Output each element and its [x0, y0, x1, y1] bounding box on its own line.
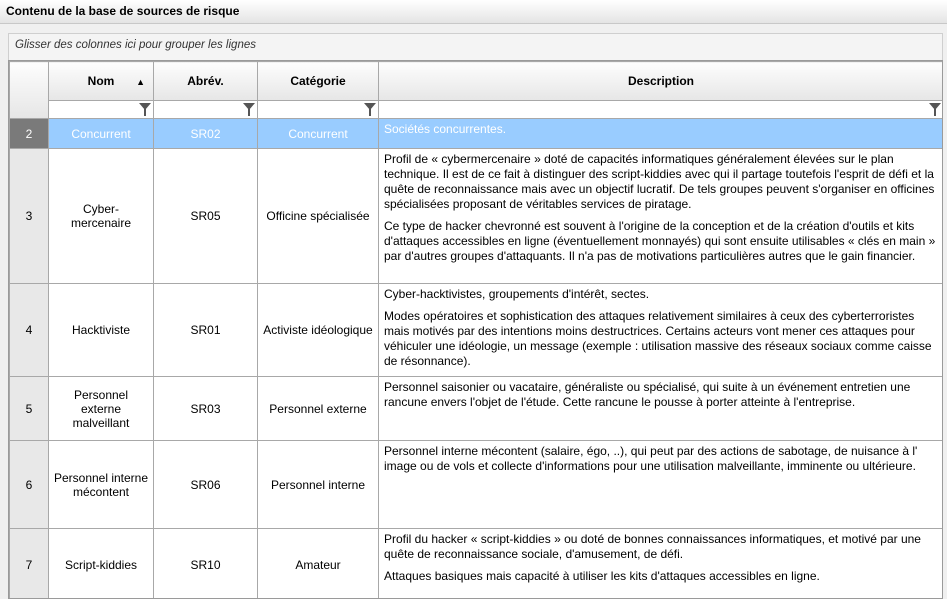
row-number[interactable]: 3	[10, 149, 49, 284]
cell-abrev[interactable]: SR06	[154, 441, 258, 529]
table-row[interactable]	[10, 149, 944, 284]
cell-categorie[interactable]: Activiste idéologique	[258, 284, 379, 377]
row-number[interactable]: 6	[10, 441, 49, 529]
filter-cell-nom[interactable]	[49, 101, 154, 119]
row-number[interactable]: 5	[10, 377, 49, 441]
description-text: Profil de « cybermercenaire » doté de capacités informatiques généralement élevées sur le plan technique. Il est de ce fait à distinguer des script-kiddies avec qui il partage toutefois l'esprit de défi et la quête de reconnaissance mais avec un objectif lucratif. De tels groupes peuvent s'organiser en officines spécialisées proposant de véritables services de piratage.	[384, 152, 935, 211]
cell-abrev[interactable]: SR10	[154, 529, 258, 599]
cell-description[interactable]	[379, 119, 944, 149]
cell-nom[interactable]: Hacktiviste	[49, 284, 154, 377]
table-row[interactable]	[10, 119, 944, 149]
description-text: Cyber-hacktivistes, groupements d'intérêt, sectes.	[384, 287, 650, 301]
column-header-description[interactable]	[379, 62, 944, 101]
filter-cell-description[interactable]	[379, 101, 944, 119]
cell-categorie[interactable]: Amateur	[258, 529, 379, 599]
cell-nom[interactable]: Script-kiddies	[49, 529, 154, 599]
description-text: Personnel interne mécontent (salaire, égo, ..), qui peut par des actions de sabotage, de nuisance à l' image ou de vols et collecte d'informations pour une utilisation malveillante, imminente ou ultérieure.	[384, 444, 918, 473]
filter-icon[interactable]	[929, 103, 941, 110]
row-number[interactable]: 2	[10, 119, 49, 149]
column-header-label: Description	[627, 74, 694, 88]
description-text: Attaques basiques mais capacité à utiliser les kits d'attaques accessibles en ligne.	[384, 569, 820, 583]
column-header-categorie[interactable]	[258, 62, 379, 101]
cell-categorie[interactable]: Personnel interne	[258, 441, 379, 529]
cell-abrev[interactable]: SR01	[154, 284, 258, 377]
table-row[interactable]	[10, 529, 944, 599]
filter-icon[interactable]	[364, 103, 376, 110]
column-header-label: Nom	[87, 74, 115, 88]
cell-abrev[interactable]: SR05	[154, 149, 258, 284]
filter-icon[interactable]	[243, 103, 255, 110]
panel-title: Contenu de la base de sources de risque	[0, 0, 947, 24]
description-text: Profil du hacker « script-kiddies » ou doté de bonnes connaissances informatiques, et motivé par une quête de reconnaissance sociale, d'amusement, de défi.	[384, 532, 921, 561]
cell-abrev[interactable]: SR03	[154, 377, 258, 441]
cell-nom[interactable]: Personnel externe malveillant	[49, 377, 154, 441]
cell-nom[interactable]: Cyber-mercenaire	[49, 149, 154, 284]
cell-description[interactable]	[379, 377, 944, 441]
sort-ascending-icon: ▲	[136, 77, 145, 87]
description-text: Personnel saisonier ou vacataire, généraliste ou spécialisé, qui suite à un événement entretien une rancune envers l'objet de l'étude. Cette rancune le pousse à porter atteinte à l'entreprise.	[384, 380, 911, 409]
cell-categorie[interactable]: Concurrent	[258, 119, 379, 149]
cell-description[interactable]	[379, 284, 944, 377]
column-header-nom[interactable]	[49, 62, 154, 101]
filter-cell-categorie[interactable]	[258, 101, 379, 119]
row-header-corner	[10, 62, 49, 119]
table-row[interactable]	[10, 377, 944, 441]
description-text: Ce type de hacker chevronné est souvent à l'origine de la conception et de la création d'outils et kits d'attaques accessibles en ligne (éventuellement monnayés) qui sont ensuite utilisables « clés en main » par d'autres groupes d'attaquants. Il n'a pas de motivations particulières autres que le gain financier.	[384, 219, 936, 263]
table-row[interactable]	[10, 284, 944, 377]
cell-description[interactable]	[379, 441, 944, 529]
description-text: Modes opératoires et sophistication des attaques relativement similaires à ceux des cyberterroristes mais motivés par des intentions moins destructrices. Certains acteurs vont mener ces attaques pour véhiculer une idéologie, un message (exemple : utilisation massive des réseaux sociaux comme caisse de résonnance).	[384, 309, 932, 368]
column-header-label: Abrév.	[187, 74, 224, 88]
cell-nom[interactable]: Personnel interne mécontent	[49, 441, 154, 529]
table-row[interactable]	[10, 441, 944, 529]
filter-icon[interactable]	[139, 103, 151, 110]
risk-sources-grid	[8, 60, 943, 599]
column-header-label: Catégorie	[290, 74, 346, 88]
cell-categorie[interactable]: Officine spécialisée	[258, 149, 379, 284]
cell-categorie[interactable]: Personnel externe	[258, 377, 379, 441]
row-number[interactable]: 7	[10, 529, 49, 599]
cell-description[interactable]	[379, 529, 944, 599]
column-header-abrev[interactable]	[154, 62, 258, 101]
cell-abrev[interactable]: SR02	[154, 119, 258, 149]
description-text: Sociétés concurrentes.	[384, 122, 507, 136]
cell-description[interactable]	[379, 149, 944, 284]
row-number[interactable]: 4	[10, 284, 49, 377]
filter-cell-abrev[interactable]	[154, 101, 258, 119]
cell-nom[interactable]: Concurrent	[49, 119, 154, 149]
group-by-drop-zone[interactable]: Glisser des colonnes ici pour grouper les lignes	[8, 33, 943, 60]
